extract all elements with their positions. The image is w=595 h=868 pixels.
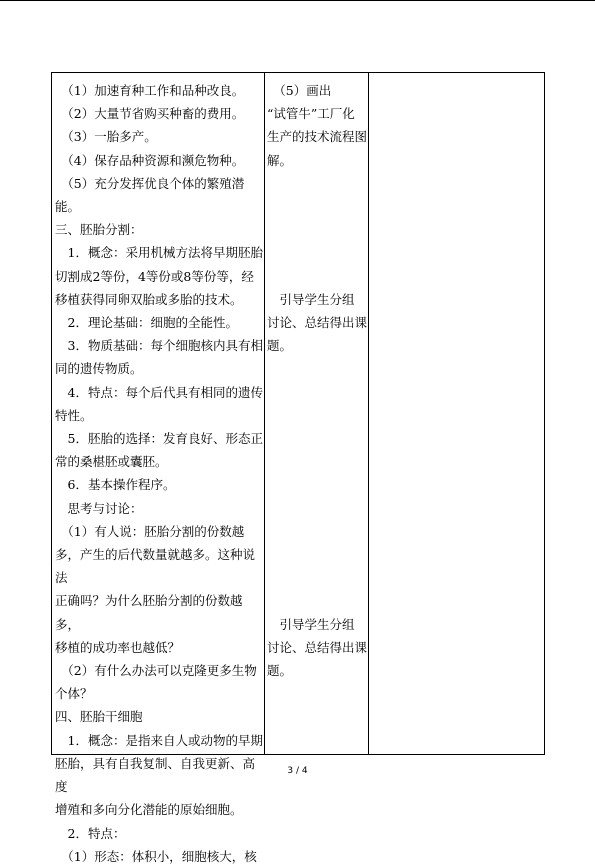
col2-line xyxy=(267,427,367,450)
col2-line: （5）画出 xyxy=(267,83,332,98)
page-number: 3 / 4 xyxy=(287,766,308,776)
col1-line: （1）加速育种工作和品种改良。 xyxy=(55,83,245,98)
col1-line: 切割成2等份，4等份或8等份等，经 xyxy=(55,268,254,284)
col2-line xyxy=(267,265,367,288)
col1-line: 特性。 xyxy=(55,407,93,423)
col2-line xyxy=(267,381,367,404)
col2-line xyxy=(267,195,367,218)
column-divider-1 xyxy=(264,73,265,754)
col2-line xyxy=(267,218,367,241)
col2-line xyxy=(267,543,367,566)
col1-line: 2．特点： xyxy=(55,825,126,841)
col2-line xyxy=(267,357,367,380)
col1-line: 正确吗？为什么胚胎分割的份数越多， xyxy=(55,593,243,632)
col2-line xyxy=(267,404,367,427)
col2-line: 题。 xyxy=(267,338,293,354)
col2-line: 引导学生分组 xyxy=(267,291,355,307)
col1-line: 2．理论基础：细胞的全能性。 xyxy=(55,315,238,331)
col1-line: 同的遗传物质。 xyxy=(55,361,143,377)
col2-line: 讨论、总结得出课 xyxy=(267,639,368,655)
col2-line xyxy=(267,589,367,612)
col2-line xyxy=(267,566,367,589)
col1-line: 思考与讨论： xyxy=(55,500,143,516)
col1-line: 增殖和多向分化潜能的原始细胞。 xyxy=(55,802,243,818)
page-top-rule xyxy=(0,0,595,1)
col1-line: 三、胚胎分割： xyxy=(55,222,143,238)
col1-line: 能。 xyxy=(55,199,81,215)
col1-line: （4）保存品种资源和濒危物种。 xyxy=(55,152,245,168)
col1-line: （3）一胎多产。 xyxy=(55,129,157,145)
col1-line: 移植的成功率也越低？ xyxy=(55,639,181,655)
col1-line: 1．概念：采用机械方法将早期胚胎 xyxy=(55,245,263,261)
col1-line: 5．胚胎的选择：发育良好、形态正 xyxy=(55,431,263,447)
col2-line xyxy=(267,473,367,496)
col2-line: 生产的技术流程图 xyxy=(267,129,368,145)
col1-line: 胚胎，具有自我复制、自我更新、高度 xyxy=(55,755,256,795)
teaching-content-column xyxy=(55,79,263,868)
col2-line: “试管牛”工厂化 xyxy=(267,106,355,122)
col2-line xyxy=(267,497,367,520)
col1-line: 个体？ xyxy=(55,686,93,702)
col2-line: 讨论、总结得出课 xyxy=(267,315,368,331)
col1-line: 4．特点：每个后代具有相同的遗传 xyxy=(55,384,263,400)
col1-line: 四、胚胎干细胞 xyxy=(55,709,143,725)
col1-line: 常的桑椹胚或囊胚。 xyxy=(55,454,168,470)
column-divider-2 xyxy=(368,73,369,754)
col2-line xyxy=(267,520,367,543)
col1-line: 6．基本操作程序。 xyxy=(55,477,176,493)
col1-line: 多，产生的后代数量就越多。这种说法 xyxy=(55,547,256,586)
col2-line: 解。 xyxy=(267,152,293,168)
col1-line: 3．物质基础：每个细胞核内具有相 xyxy=(55,338,263,354)
col2-line: 题。 xyxy=(267,663,293,679)
col2-line xyxy=(267,450,367,473)
col1-line: （1）有人说：胚胎分割的份数越 xyxy=(55,523,245,539)
col2-line: 引导学生分组 xyxy=(267,616,355,632)
col1-line: （1）形态：体积小，细胞核大，核 xyxy=(55,848,257,864)
col1-line: 1．概念：是指来自人或动物的早期 xyxy=(55,732,263,748)
col2-line xyxy=(267,241,367,264)
col1-line: （2）有什么办法可以克隆更多生物 xyxy=(55,663,257,679)
teaching-method-column xyxy=(267,79,367,682)
col1-line: 移植获得同卵双胎或多胎的技术。 xyxy=(55,291,243,307)
col1-line: （2）大量节省购买种畜的费用。 xyxy=(55,106,245,122)
col1-line: （5）充分发挥优良个体的繁殖潜 xyxy=(55,175,245,191)
col2-line xyxy=(267,172,367,195)
